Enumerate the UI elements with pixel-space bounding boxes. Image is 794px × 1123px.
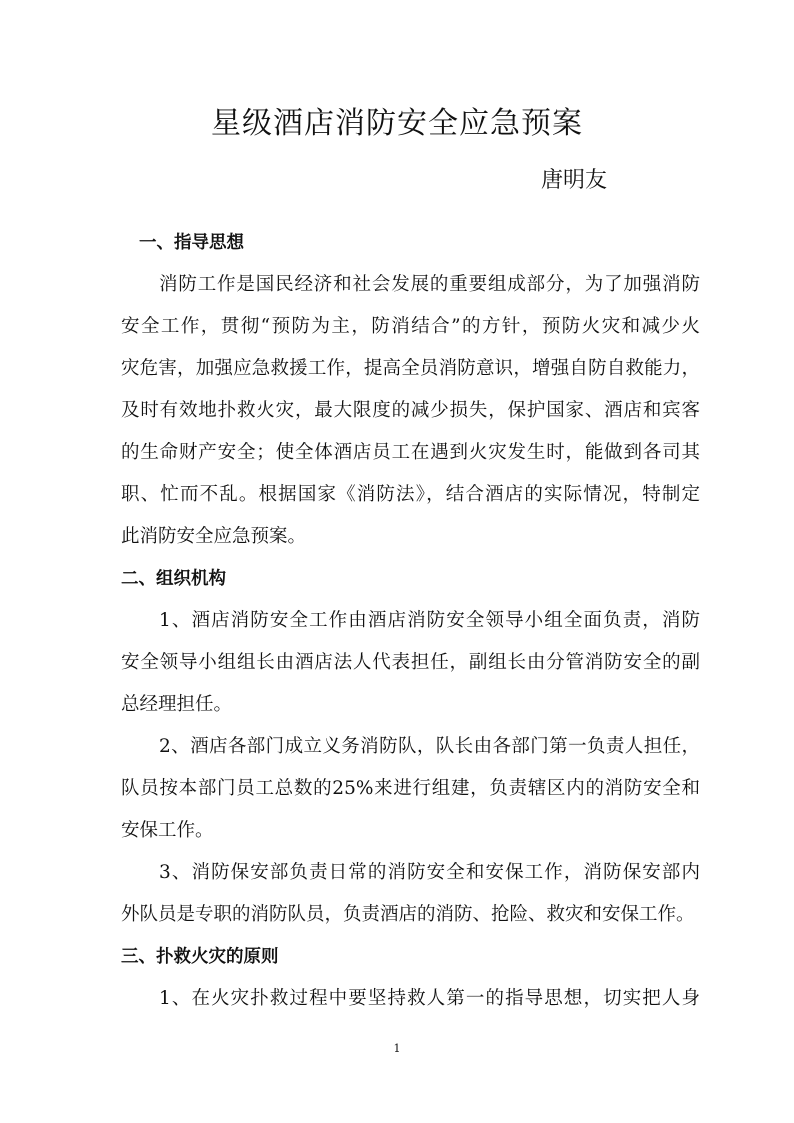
paragraph-line: 队员按本部门员工总数的25%来进行组建，负责辖区内的消防安全和 — [121, 778, 700, 799]
document-author: 唐明友 — [541, 168, 608, 193]
page-number: 1 — [393, 1042, 401, 1055]
paragraph-line: 3、消防保安部负责日常的消防安全和安保工作，消防保安部内 — [159, 862, 700, 883]
paragraph-line: 职、忙而不乱。根据国家《消防法》，结合酒店的实际情况，特制定 — [121, 484, 700, 505]
paragraph-line: 安保工作。 — [121, 820, 214, 841]
document-body — [121, 222, 700, 1020]
paragraph-line: 外队员是专职的消防队员，负责酒店的消防、抢险、救灾和安保工作。 — [121, 904, 695, 925]
document-title: 星级酒店消防安全应急预案 — [211, 106, 583, 141]
paragraph-line: 安全工作，贯彻“预防为主，防消结合”的方针，预防火灾和减少火 — [121, 316, 700, 337]
paragraph-line: 1、在火灾扑救过程中要坚持救人第一的指导思想，切实把人身 — [159, 988, 700, 1009]
paragraph-line: 灾危害，加强应急救援工作，提高全员消防意识，增强自防自救能力， — [121, 358, 700, 379]
paragraph-line: 的生命财产安全；使全体酒店员工在遇到火灾发生时，能做到各司其 — [121, 442, 700, 463]
paragraph-line: 此消防安全应急预案。 — [121, 526, 307, 547]
paragraph-line: 2、酒店各部门成立义务消防队，队长由各部门第一负责人担任， — [159, 736, 700, 757]
paragraph-line: 安全领导小组组长由酒店法人代表担任，副组长由分管消防安全的副 — [121, 652, 700, 673]
paragraph-line: 消防工作是国民经济和社会发展的重要组成部分，为了加强消防 — [159, 274, 700, 295]
paragraph-line: 总经理担任。 — [121, 694, 233, 715]
section-heading: 二、组织机构 — [121, 569, 226, 589]
paragraph-line: 1、酒店消防安全工作由酒店消防安全领导小组全面负责，消防 — [159, 610, 700, 631]
section-heading: 一、指导思想 — [139, 233, 244, 253]
section-heading: 三、扑救火灾的原则 — [121, 947, 279, 967]
paragraph-line: 及时有效地扑救火灾，最大限度的减少损失，保护国家、酒店和宾客 — [121, 400, 700, 421]
